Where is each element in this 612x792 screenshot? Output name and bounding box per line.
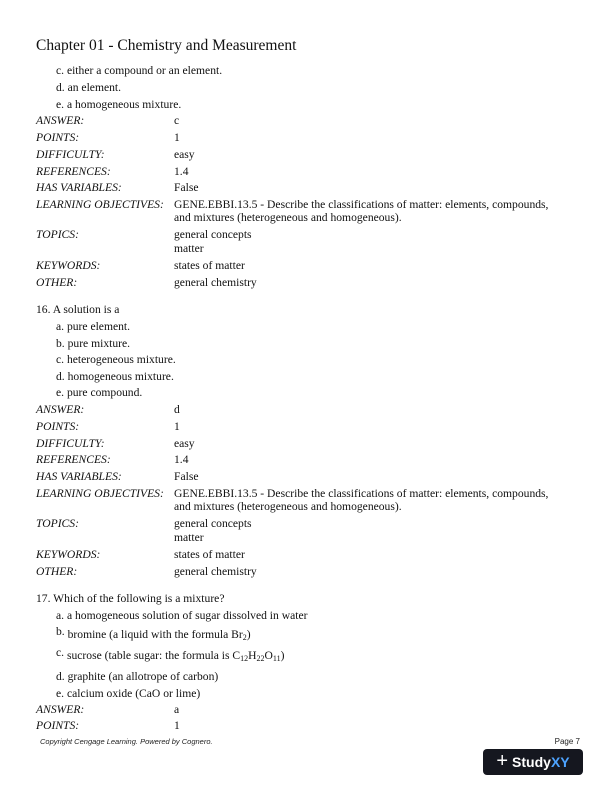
q17-option-b (56, 625, 251, 642)
q16-points: 1 (174, 420, 180, 433)
q17-option-c-sub1: 12 (240, 654, 249, 663)
logo-text (512, 754, 570, 770)
learning-objectives-label: LEARNING OBJECTIVES: (36, 487, 164, 500)
difficulty-label: DIFFICULTY: (36, 437, 105, 450)
other-label: OTHER: (36, 565, 78, 578)
answer-label: ANSWER: (36, 114, 85, 127)
q16-learning-objectives-line1: GENE.EBBI.13.5 - Describe the classifications of matter: elements, compounds, (174, 487, 549, 500)
references-label: REFERENCES: (36, 453, 111, 466)
q17-option-d: d. graphite (an allotrope of carbon) (56, 670, 219, 683)
q17-answer: a (174, 703, 180, 716)
q15-topics-line1: general concepts (174, 228, 252, 241)
points-label: POINTS: (36, 131, 80, 144)
q17-option-b-text: bromine (a liquid with the formula Br (67, 628, 243, 641)
has-variables-label: HAS VARIABLES: (36, 181, 122, 194)
q16-references: 1.4 (174, 453, 189, 466)
q15-answer: c (174, 114, 180, 127)
footer-copyright: Copyright Cengage Learning. Powered by Cognero. (40, 737, 213, 746)
q15-difficulty: easy (174, 148, 195, 161)
difficulty-label: DIFFICULTY: (36, 148, 105, 161)
q17-option-c (56, 646, 285, 663)
has-variables-label: HAS VARIABLES: (36, 470, 122, 483)
points-label: POINTS: (36, 719, 80, 732)
logo-text-accent: XY (550, 754, 570, 770)
q16-option-d: d. homogeneous mixture. (56, 370, 174, 383)
q16-difficulty: easy (174, 437, 195, 450)
q17-option-b-close: ) (246, 628, 251, 641)
q17-option-c-text: sucrose (table sugar: the formula is C (66, 649, 241, 662)
q16-keywords: states of matter (174, 548, 245, 561)
q17-option-e: e. calcium oxide (CaO or lime) (56, 687, 201, 700)
keywords-label: KEYWORDS: (36, 548, 101, 561)
other-label: OTHER: (36, 276, 78, 289)
q15-topics-line2: matter (174, 242, 204, 255)
q17-option-c-letter: c. (56, 646, 65, 659)
learning-objectives-label: LEARNING OBJECTIVES: (36, 198, 164, 211)
q16-answer: d (174, 403, 180, 416)
q15-references: 1.4 (174, 165, 189, 178)
q16-other: general chemistry (174, 565, 257, 578)
plus-icon: + (496, 750, 509, 772)
q17-option-c-h: H (248, 649, 257, 662)
q15-keywords: states of matter (174, 259, 245, 272)
q16-learning-objectives-line2: and mixtures (heterogeneous and homogeneous). (174, 500, 402, 513)
q17-points: 1 (174, 719, 180, 732)
q15-option-e: e. a homogeneous mixture. (56, 98, 182, 111)
answer-label: ANSWER: (36, 703, 85, 716)
q16-topics-line1: general concepts (174, 517, 252, 530)
q16-topics-line2: matter (174, 531, 204, 544)
topics-label: TOPICS: (36, 517, 79, 530)
q17-option-a: a. a homogeneous solution of sugar dissolved in water (56, 609, 308, 622)
q17-option-b-subscript: 2 (242, 633, 247, 642)
q17-option-c-sub2: 22 (256, 654, 265, 663)
logo-text-main: Study (512, 754, 551, 770)
page-title: Chapter 01 - Chemistry and Measurement (36, 37, 297, 54)
references-label: REFERENCES: (36, 165, 111, 178)
q17-option-b-letter: b. (56, 625, 65, 638)
points-label: POINTS: (36, 420, 80, 433)
q17-option-c-close: ) (280, 649, 285, 662)
q16-option-e: e. pure compound. (56, 386, 143, 399)
q15-other: general chemistry (174, 276, 257, 289)
q15-option-c: c. either a compound or an element. (56, 64, 223, 77)
answer-label: ANSWER: (36, 403, 85, 416)
page-number: Page 7 (554, 737, 580, 746)
q15-has-variables: False (174, 181, 199, 194)
q15-learning-objectives-line1: GENE.EBBI.13.5 - Describe the classifications of matter: elements, compounds, (174, 198, 549, 211)
q15-learning-objectives-line2: and mixtures (heterogeneous and homogeneous). (174, 211, 402, 224)
q17-option-c-o: O (264, 649, 273, 662)
q16-option-c: c. heterogeneous mixture. (56, 353, 176, 366)
keywords-label: KEYWORDS: (36, 259, 101, 272)
q16-option-a: a. pure element. (56, 320, 131, 333)
q15-option-d: d. an element. (56, 81, 122, 94)
q17-question: 17. Which of the following is a mixture? (36, 592, 225, 605)
q15-points: 1 (174, 131, 180, 144)
topics-label: TOPICS: (36, 228, 79, 241)
studyxy-logo[interactable] (483, 749, 583, 775)
q17-option-c-sub3: 11 (272, 654, 281, 663)
q16-question: 16. A solution is a (36, 303, 120, 316)
q16-option-b: b. pure mixture. (56, 337, 131, 350)
q16-has-variables: False (174, 470, 199, 483)
